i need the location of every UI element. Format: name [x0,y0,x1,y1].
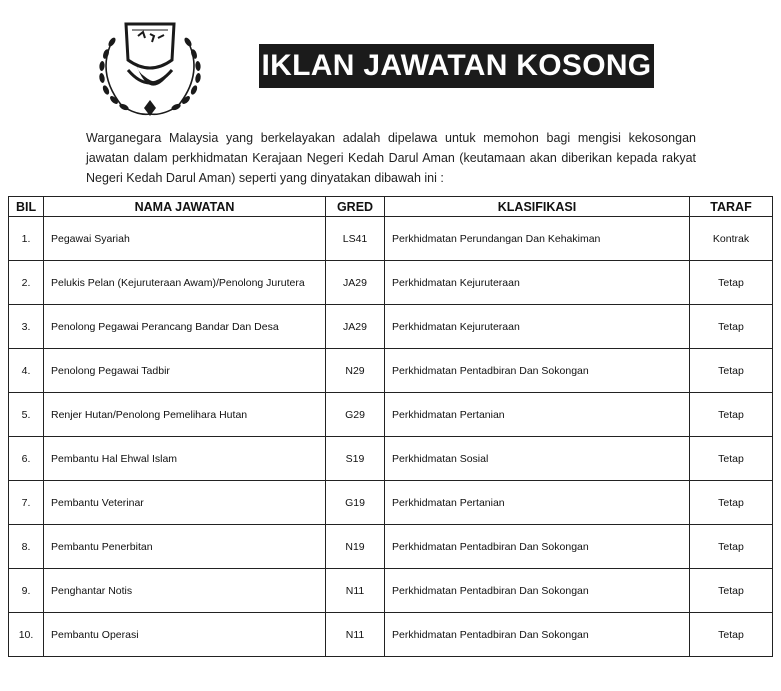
cell-bil: 1. [9,217,44,261]
table-row [9,217,773,261]
cell-gred: JA29 [326,261,385,305]
cell-klasifikasi: Perkhidmatan Perundangan Dan Kehakiman [385,217,690,261]
cell-gred: G19 [326,481,385,525]
cell-nama: Pelukis Pelan (Kejuruteraan Awam)/Penolong Jurutera [44,261,326,305]
cell-klasifikasi: Perkhidmatan Pentadbiran Dan Sokongan [385,525,690,569]
vacancy-table [8,196,773,657]
cell-klasifikasi: Perkhidmatan Pentadbiran Dan Sokongan [385,613,690,657]
cell-taraf: Tetap [690,261,773,305]
cell-taraf: Tetap [690,481,773,525]
cell-taraf: Tetap [690,437,773,481]
table-row [9,393,773,437]
cell-taraf: Tetap [690,349,773,393]
cell-gred: G29 [326,393,385,437]
table-row [9,481,773,525]
cell-gred: LS41 [326,217,385,261]
table-row [9,525,773,569]
table-row [9,437,773,481]
cell-taraf: Tetap [690,525,773,569]
cell-nama: Penolong Pegawai Tadbir [44,349,326,393]
header-taraf: TARAF [690,197,773,217]
table-row [9,349,773,393]
header-gred: GRED [326,197,385,217]
cell-taraf: Tetap [690,613,773,657]
cell-klasifikasi: Perkhidmatan Sosial [385,437,690,481]
cell-bil: 7. [9,481,44,525]
cell-bil: 5. [9,393,44,437]
cell-bil: 2. [9,261,44,305]
cell-nama: Pembantu Operasi [44,613,326,657]
cell-klasifikasi: Perkhidmatan Kejuruteraan [385,261,690,305]
cell-bil: 4. [9,349,44,393]
table-row [9,261,773,305]
cell-klasifikasi: Perkhidmatan Kejuruteraan [385,305,690,349]
table-row [9,305,773,349]
cell-bil: 8. [9,525,44,569]
cell-gred: S19 [326,437,385,481]
cell-taraf: Tetap [690,393,773,437]
page-title: IKLAN JAWATAN KOSONG [259,44,654,88]
cell-gred: N11 [326,613,385,657]
table-row [9,569,773,613]
cell-bil: 10. [9,613,44,657]
cell-nama: Penghantar Notis [44,569,326,613]
header-bil: BIL [9,197,44,217]
cell-klasifikasi: Perkhidmatan Pertanian [385,481,690,525]
cell-gred: JA29 [326,305,385,349]
cell-taraf: Kontrak [690,217,773,261]
cell-taraf: Tetap [690,569,773,613]
cell-gred: N11 [326,569,385,613]
cell-gred: N29 [326,349,385,393]
table-header-row [9,197,773,217]
header-klasifikasi: KLASIFIKASI [385,197,690,217]
cell-gred: N19 [326,525,385,569]
cell-klasifikasi: Perkhidmatan Pentadbiran Dan Sokongan [385,569,690,613]
cell-nama: Pembantu Penerbitan [44,525,326,569]
header-nama-jawatan: NAMA JAWATAN [44,197,326,217]
cell-taraf: Tetap [690,305,773,349]
cell-nama: Pembantu Hal Ehwal Islam [44,437,326,481]
cell-klasifikasi: Perkhidmatan Pertanian [385,393,690,437]
cell-bil: 6. [9,437,44,481]
cell-nama: Pembantu Veterinar [44,481,326,525]
cell-nama: Penolong Pegawai Perancang Bandar Dan Desa [44,305,326,349]
table-row [9,613,773,657]
cell-bil: 9. [9,569,44,613]
kedah-state-crest-icon [88,14,212,124]
cell-nama: Pegawai Syariah [44,217,326,261]
intro-paragraph: Warganegara Malaysia yang berkelayakan adalah dipelawa untuk memohon bagi mengisi kekosongan jawatan dalam perkhidmatan Kerajaan Negeri Kedah Darul Aman (keutamaan akan diberikan kepada rakyat Negeri Kedah Darul Aman) seperti yang dinyatakan dibawah ini : [86,131,696,185]
cell-klasifikasi: Perkhidmatan Pentadbiran Dan Sokongan [385,349,690,393]
cell-bil: 3. [9,305,44,349]
cell-nama: Renjer Hutan/Penolong Pemelihara Hutan [44,393,326,437]
